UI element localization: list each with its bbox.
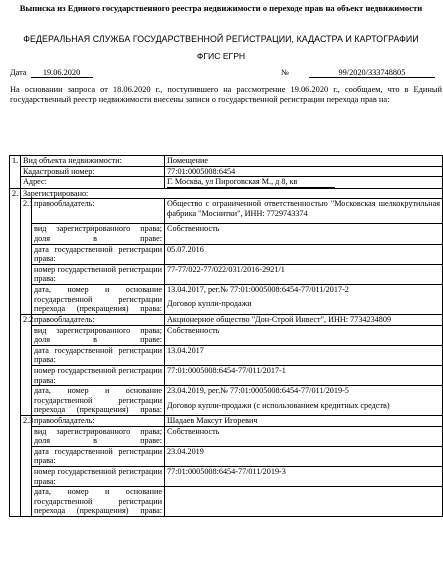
- entry-2-holder-label: правообладатель:: [32, 314, 165, 325]
- document-title: Выписка из Единого государственного реестра недвижимости о переходе прав на объект недвижимости: [19, 3, 423, 13]
- address-text: Г. Москва, ул Пироговская М., д 8, кв: [167, 177, 335, 188]
- entry-1-number-row: [10, 264, 443, 284]
- object-type-row: [10, 156, 443, 167]
- object-type-label: Вид объекта недвижимости:: [21, 156, 165, 167]
- entry-2-regnum-label: номер государственной регистрации права:: [32, 365, 165, 385]
- date-row: [10, 68, 93, 78]
- entry-1-basis-line-1: 13.04.2017, рег.№ 77:01:0005008:6454-77/011/2017-2: [165, 284, 443, 299]
- entry-3-kind-value: Собственность: [165, 426, 443, 446]
- entry-3-holder-row: [10, 416, 443, 427]
- object-type-value: Помещение: [165, 156, 443, 167]
- intro-text: На основании запроса от 18.06.2020 г., поступившего на рассмотрение 19.06.2020 г., сообщаем, что в Единый государственный реестр недвижимости внесены записи о государственной регистрации перехода прав на:: [10, 85, 442, 104]
- entry-1-holder-row: [10, 199, 443, 224]
- entry-1-regnum-label: номер государственной регистрации права:: [32, 264, 165, 284]
- entry-1-kind-row: [10, 224, 443, 244]
- registered-number: 2.: [10, 188, 21, 516]
- number-row: [281, 68, 435, 78]
- entry-2-number-row: [10, 365, 443, 385]
- entry-3-number-row: [10, 467, 443, 487]
- entry-3-basis-line-1: [165, 487, 443, 502]
- registered-row: [10, 188, 443, 199]
- cadastral-row: [10, 166, 443, 177]
- entry-2-basis-label: дата, номер и основание государственной регистрации перехода (прекращения) права:: [32, 386, 165, 416]
- entry-1-date-row: [10, 244, 443, 264]
- number-label: №: [281, 68, 289, 77]
- entry-1-kind-value: Собственность: [165, 224, 443, 244]
- entry-2-basis-line-1: 23.04.2019, рег.№ 77:01:0005008:6454-77/011/2019-5: [165, 386, 443, 401]
- entry-1-date-value: 05.07.2016: [165, 244, 443, 264]
- entry-3-date-value: 23.04.2019: [165, 446, 443, 466]
- date-value: 19.06.2020: [31, 68, 93, 78]
- entry-3-holder-value: Шадаев Максут Игоревич: [165, 416, 443, 427]
- entry-3-number: 2.3: [21, 416, 32, 517]
- entry-1-basis-label: дата, номер и основание государственной регистрации перехода (прекращения) права:: [32, 284, 165, 314]
- entry-3-regnum-label: номер государственной регистрации права:: [32, 467, 165, 487]
- cadastral-value: 77:01:0005008:6454: [165, 166, 443, 177]
- entry-3-kind-row: [10, 426, 443, 446]
- entry-1-kind-label: вид зарегистрированного права; доля в праве:: [32, 224, 165, 244]
- address-label: Адрес:: [21, 177, 165, 189]
- entry-2-regnum-value: 77:01:0005008:6454-77/011/2017-1: [165, 365, 443, 385]
- entry-3-basis-label: дата, номер и основание государственной регистрации перехода (прекращения) права:: [32, 487, 165, 517]
- entry-1-holder-value: Общество с ограниченной ответственностью "Московская шелкокрутильная фабрика "Моснитки", ИНН: 7729743374: [165, 199, 443, 224]
- entry-2-holder-value: Акционерное общество "Дон-Строй Инвест", ИНН: 7734234809: [165, 314, 443, 325]
- entry-2-kind-row: [10, 325, 443, 345]
- address-value: [165, 177, 443, 189]
- date-label: Дата: [10, 68, 27, 77]
- registry-table: [9, 155, 443, 517]
- entry-2-kind-label: вид зарегистрированного права; доля в праве:: [32, 325, 165, 345]
- registered-label: Зарегистрировано:: [21, 188, 443, 199]
- object-number: 1.: [10, 156, 21, 189]
- entry-2-kind-value: Собственность: [165, 325, 443, 345]
- entry-3-date-label: дата государственной регистрации права:: [32, 446, 165, 466]
- entry-3-kind-label: вид зарегистрированного права; доля в праве:: [32, 426, 165, 446]
- entry-1-date-label: дата государственной регистрации права:: [32, 244, 165, 264]
- cadastral-label: Кадастровый номер:: [21, 166, 165, 177]
- entry-3-basis-row: [10, 487, 443, 502]
- entry-2-number: 2.2: [21, 314, 32, 415]
- entry-2-date-row: [10, 345, 443, 365]
- entry-1-holder-label: правообладатель:: [32, 199, 165, 224]
- entry-3-holder-label: правообладатель:: [32, 416, 165, 427]
- entry-2-basis-line-2: Договор купли-продажи (с использованием кредитных средств): [165, 401, 443, 416]
- address-row: [10, 177, 443, 189]
- entry-2-date-value: 13.04.2017: [165, 345, 443, 365]
- entry-1-basis-line-2: Договор купли-продажи: [165, 299, 443, 314]
- entry-1-basis-row: [10, 284, 443, 299]
- entry-1-number: 2.1: [21, 199, 32, 315]
- entry-2-holder-row: [10, 314, 443, 325]
- fgis-name: ФГИС ЕГРН: [196, 51, 246, 61]
- entry-2-basis-row: [10, 386, 443, 401]
- entry-3-regnum-value: 77:01:0005008:6454-77/011/2019-3: [165, 467, 443, 487]
- agency-name: ФЕДЕРАЛЬНАЯ СЛУЖБА ГОСУДАРСТВЕННОЙ РЕГИСТРАЦИИ, КАДАСТРА И КАРТОГРАФИИ: [23, 34, 419, 44]
- entry-2-date-label: дата государственной регистрации права:: [32, 345, 165, 365]
- entry-1-regnum-value: 77-77/022-77/022/031/2016-2921/1: [165, 264, 443, 284]
- entry-3-basis-line-2: [165, 502, 443, 517]
- number-value: 99/2020/333748805: [309, 68, 435, 78]
- entry-3-date-row: [10, 446, 443, 466]
